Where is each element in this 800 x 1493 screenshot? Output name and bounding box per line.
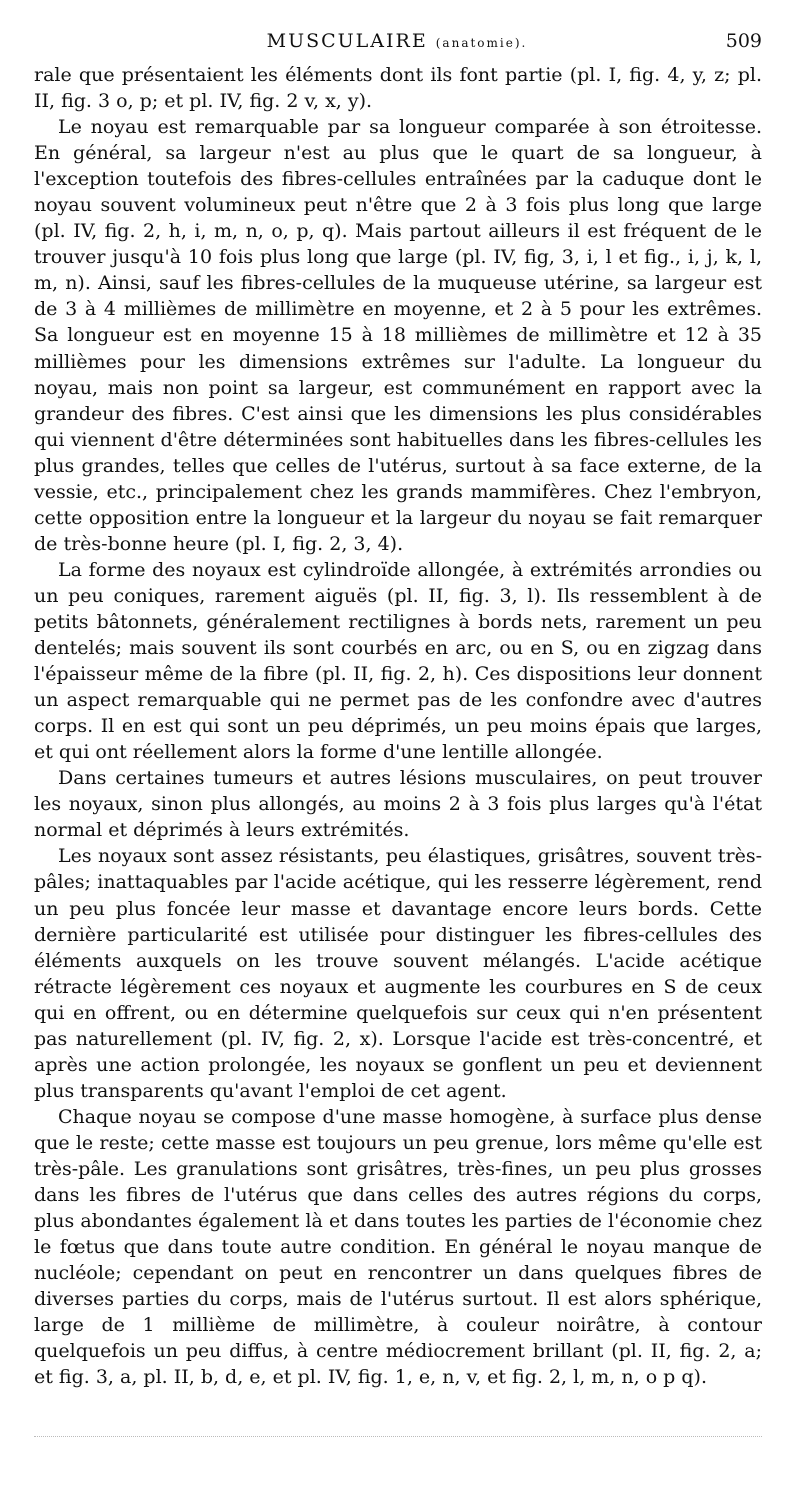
running-header: [32, 30, 762, 60]
page-number: 509: [725, 30, 762, 52]
header-title-subtitle: (anatomie).: [435, 36, 528, 50]
paragraph-2: Le noyau est remarquable par sa longueur comparée à son étroitesse. En général, sa largeur n'est au plus que le quart de sa longueur, à l'exception toutefois des fibres-cellules entraînées par la caduque dont le noyau souvent volumineux peut n'être que 2 à 3 fois plus long que large (pl. IV, fig. 2, h, i, m, n, o, p, q). Mais partout ailleurs il est fréquent de le trouver jusqu'à 10 fois plus long que large (pl. IV, fig, 3, i, l et fig., i, j, k, l, m, n). Ainsi, sauf les fibres-cellules de la muqueuse utérine, sa largeur est de 3 à 4 millièmes de millimètre en moyenne, et 2 à 5 pour les extrêmes. Sa longueur est en moyenne 15 à 18 millièmes de millimètre et 12 à 35 millièmes pour les dimensions extrêmes sur l'adulte. La longueur du noyau, mais non point sa largeur, est communément en rapport avec la grandeur des fibres. C'est ainsi que les dimensions les plus considérables qui viennent d'être déterminées sont habituelles dans les fibres-cellules les plus grandes, telles que celles de l'utérus, surtout à sa face externe, de la vessie, etc., principalement chez les grands mammifères. Chez l'embryon, cette opposition entre la longueur et la largeur du noyau se fait remarquer de très-bonne heure (pl. I, fig. 2, 3, 4).: [34, 116, 762, 555]
paragraph-6: Chaque noyau se compose d'une masse homogène, à surface plus dense que le reste; cette masse est toujours un peu grenue, lors même qu'elle est très-pâle. Les granulations sont grisâtres, très-fines, un peu plus grosses dans les fibres de l'utérus que dans celles des autres régions du corps, plus abondantes également là et dans toutes les parties de l'économie chez le fœtus que dans toute autre condition. En général le noyau manque de nucléole; cependant on peut en rencontrer un dans quelques fibres de diverses parties du corps, mais de l'utérus surtout. Il est alors sphérique, large de 1 millième de millimètre, à couleur noirâtre, à contour quelquefois un peu diffus, à centre médiocrement brillant (pl. II, fig. 2, a; et fig. 3, a, pl. II, b, d, e, et pl. IV, fig. 1, e, n, v, et fig. 2, l, m, n, o p q).: [34, 1105, 762, 1389]
footer-bleed-line: [34, 1436, 762, 1437]
header-title-main: MUSCULAIRE: [266, 30, 428, 52]
body-text: [34, 62, 762, 1390]
header-title: [32, 30, 762, 52]
paragraph-5: Les noyaux sont assez résistants, peu élastiques, grisâtres, souvent très-pâles; inattaquables par l'acide acétique, qui les resserre légèrement, rend un peu plus foncée leur masse et davantage encore leurs bords. Cette dernière particularité est utilisée pour distinguer les fibres-cellules des éléments auxquels on les trouve souvent mélangés. L'acide acétique rétracte légèrement ces noyaux et augmente les courbures en S de ceux qui en offrent, ou en détermine quelquefois sur ceux qui n'en présentent pas naturellement (pl. IV, fig. 2, x). Lorsque l'acide est très-concentré, et après une action prolongée, les noyaux se gonflent un peu et deviennent plus transparents qu'avant l'emploi de cet agent.: [34, 845, 762, 1102]
paragraph-1: rale que présentaient les éléments dont ils font partie (pl. I, fig. 4, y, z; pl. II, fig. 3 o, p; et pl. IV, fig. 2 v, x, y).: [34, 64, 762, 113]
paragraph-3: La forme des noyaux est cylindroïde allongée, à extrémités arrondies ou un peu coniques, rarement aiguës (pl. II, fig. 3, l). Ils ressemblent à de petits bâtonnets, généralement rectilignes à bords nets, rarement un peu dentelés; mais souvent ils sont courbés en arc, ou en S, ou en zigzag dans l'épaisseur même de la fibre (pl. II, fig. 2, h). Ces dispositions leur donnent un aspect remarquable qui ne permet pas de les confondre avec d'autres corps. Il en est qui sont un peu déprimés, un peu moins épais que larges, et qui ont réellement alors la forme d'une lentille allongée.: [34, 558, 762, 764]
paragraph-4: Dans certaines tumeurs et autres lésions musculaires, on peut trouver les noyaux, sinon plus allongés, au moins 2 à 3 fois plus larges qu'à l'état normal et déprimés à leurs extrémités.: [34, 767, 762, 842]
